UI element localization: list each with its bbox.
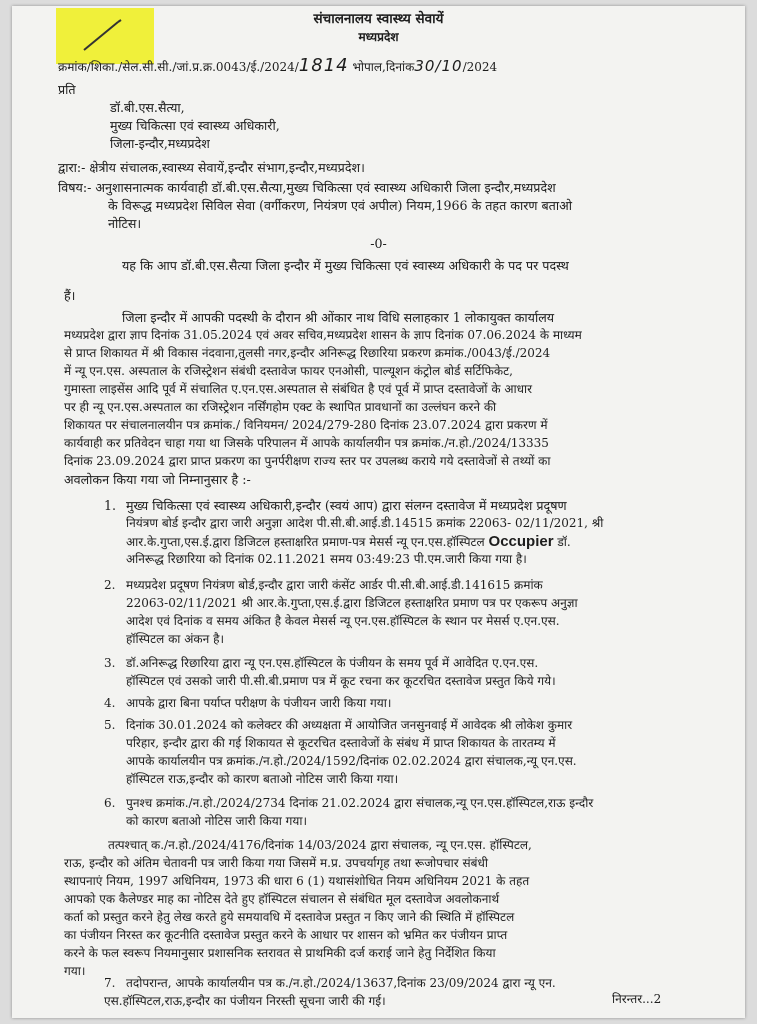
para1-line: कार्यवाही कर प्रतिवेदन चाहा गया था जिसके परिपालन में आपके कार्यालयीन पत्र क्रमांक./न.हो./2024/13335 (64, 436, 549, 450)
intro-line-2: हैं। (64, 288, 76, 303)
para1-line: गुमास्ता लाइसेंस आदि पूर्व में संचालित ए.एन.एस.अस्पताल से संबंधित है एवं पूर्व में प्राप्त दस्तावेजों के आधार (64, 382, 533, 396)
list-item-5: 5. दिनांक 30.01.2024 को कलेक्टर की अध्यक्षता में आयोजित जनसुनवाई में आवेदक श्री लोकेश कुमार (104, 718, 573, 732)
para1-line: मध्यप्रदेश द्वारा ज्ञाप दिनांक 31.05.2024 एवं अवर सचिव,मध्यप्रदेश शासन के ज्ञाप दिनांक 07.06.2024 के माध्यम (64, 328, 582, 342)
para2-line: करने के फल स्वरूप नियमानुसार प्रशासनिक स्तरावत से प्राथमिकी दर्ज कराई जाने हेतु निर्देशित किया (64, 946, 496, 960)
continued-marker: निरन्तर...2 (612, 992, 662, 1006)
para2-line: स्थापनाएं नियम, 1997 अधिनियम, 1973 की धारा 6 (1) यथासंशोधित नियम अधिनियम 2021 के तहत (64, 874, 530, 888)
list-item-1: 1. मुख्य चिकित्सा एवं स्वास्थ्य अधिकारी,इन्दौर (स्वयं आप) द्वारा संलग्न दस्तावेज में मध्यप्रदेश प्रदूषण (104, 498, 567, 513)
list-item-1-line: नियंत्रण बोर्ड इन्दौर द्वारा जारी अनुज्ञा आदेश पी.सी.बी.आई.डी.14515 क्रमांक 22063- 02/11/2021, श्री (126, 516, 604, 530)
document-page (12, 6, 745, 1018)
list-item-7-line: एस.हॉस्पिटल,राऊ,इन्दौर का पंजीयन निरस्ती सूचना जारी की गई। (104, 994, 386, 1008)
list-item-2: 2. मध्यप्रदेश प्रदूषण नियंत्रण बोर्ड,इन्दौर द्वारा जारी कंसेंट आर्डर पी.सी.बी.आई.डी.141615 क्रमांक (104, 578, 543, 592)
subject-line-2: के विरूद्ध मध्यप्रदेश सिविल सेवा (वर्गीकरण, नियंत्रण एवं अपील) नियम,1966 के तहत कारण बताओ (108, 198, 572, 213)
para2-line: आपको एक कैलेण्डर माह का नोटिस देते हुए हॉस्पिटल संचालन से संबंधित मूल दस्तावेज अवलोकनार्थ (64, 892, 500, 906)
intro-line-1: यह कि आप डॉ.बी.एस.सैत्या जिला इन्दौर में मुख्य चिकित्सा एवं स्वास्थ्य अधिकारी के पद पर पदस्थ (122, 258, 569, 273)
list-item-3: 3. डॉ.अनिरूद्ध रिछारिया द्वारा न्यू एन.एस.हॉस्पिटल के पंजीयन के समय पूर्व में आवेदित ए.एन.एस. (104, 656, 539, 670)
list-item-5-line: परिहार, इन्दौर द्वारा की गई शिकायत से कूटरचित दस्तावेजों के संबंध में प्राप्त शिकायत के तारतम्य में (126, 736, 556, 750)
para1-line: में न्यू एन.एस. अस्पताल के रजिस्ट्रेशन संबंधी दस्तावेज फायर एनओसी, पाल्यूशन कंट्रोल बोर्ड सर्टिफिकेट, (64, 364, 513, 378)
list-item-6: 6. पुनश्च क्रमांक./न.हो./2024/2734 दिनांक 21.02.2024 द्वारा संचालक,न्यू एन.एस.हॉस्पिटल,राऊ इन्दौर (104, 796, 594, 810)
list-item-5-line: हॉस्पिटल राऊ,इन्दौर को कारण बताओ नोटिस जारी किया गया। (126, 772, 399, 786)
state-name: मध्यप्रदेश (358, 30, 399, 44)
addressee-designation: मुख्य चिकित्सा एवं स्वास्थ्य अधिकारी, (110, 118, 280, 133)
list-item-7: 7. तदोपरान्त, आपके कार्यालयीन पत्र क./न.हो./2024/13637,दिनांक 23/09/2024 द्वारा न्यू एन. (104, 976, 556, 990)
handwritten-date: 30/10 (414, 57, 463, 75)
subject-line-1: विषय:- अनुशासनात्मक कार्यवाही डॉ.बी.एस.सैत्या,मुख्य चिकित्सा एवं स्वास्थ्य अधिकारी जिला इन्दौर,मध्यप्रदेश (58, 180, 556, 195)
para1-line: पर ही न्यू एन.एस.अस्पताल का रजिस्ट्रेशन नर्सिंगहोम एक्ट के स्थापित प्रावधानों का उल्लंघन करने की (64, 400, 497, 414)
occupier-text: Occupier (488, 533, 554, 550)
addressee-district: जिला-इन्दौर,मध्यप्रदेश (110, 136, 210, 151)
list-item-3-line: हॉस्पिटल एवं उसको जारी पी.सी.बी.प्रमाण पत्र में कूट रचना कर कूटरचित दस्तावेज प्रस्तुत किये गये। (126, 674, 556, 688)
list-item-5-line: आपके कार्यालयीन पत्र क्रमांक./न.हो./2024/1592/दिनांक 02.02.2024 द्वारा संचालक,न्यू एन.एस. (126, 754, 577, 768)
list-item-4: 4. आपके द्वारा बिना पर्याप्त परीक्षण के पंजीयन जारी किया गया। (104, 696, 392, 710)
para1-line: से प्राप्त शिकायत में श्री विकास नंदवाना,तुलसी नगर,इन्दौर अनिरूद्ध रिछारिया प्रकरण क्रमांक./0043/ई./2024 (64, 346, 551, 360)
para2-line: का पंजीयन निरस्त कर कूटनीति दस्तावेज प्रस्तुत करने के आधार पर शासन को भ्रमित कर पंजीयन प्राप्त (64, 928, 508, 942)
list-item-1-line: आर.के.गुप्ता,एस.ई.द्वारा डिजिटल हस्ताक्षरित प्रमाण-पत्र मेसर्स न्यू एन.एस.हॉस्पिटल Occupier डॉ. (126, 533, 571, 550)
reference-line (58, 55, 498, 76)
letter-year: /2024 (462, 60, 498, 74)
handwritten-dispatch-number: 1814 (298, 55, 349, 76)
para1-line: शिकायत पर संचालनालयीन पत्र क्रमांक./ विनियमन/ 2024/279-280 दिनांक 23.07.2024 द्वारा प्रकरण में (64, 418, 548, 432)
list-item-2-line: आदेश एवं दिनांक व समय अंकित है केवल मेसर्स न्यू एन.एस.हॉस्पिटल के स्थान पर मेसर्स ए.एन.एस. (126, 614, 560, 628)
subject-line-3: नोटिस। (108, 216, 142, 231)
addressee-name: डॉ.बी.एस.सैत्या, (110, 100, 185, 115)
prati-label: प्रति (58, 82, 76, 97)
list-item-2-line: हॉस्पिटल का अंकन है। (126, 632, 224, 646)
list-item-1-line: अनिरूद्ध रिछारिया को दिनांक 02.11.2021 समय 03:49:23 पी.एम.जारी किया गया है। (126, 552, 527, 566)
para2-line: राऊ, इन्दौर को अंतिम चेतावनी पत्र जारी किया गया जिसमें म.प्र. उपचर्यागृह तथा रूजोपचार संबंधी (64, 856, 488, 870)
para1-line: दिनांक 23.09.2024 द्वारा प्राप्त प्रकरण का पुनर्परीक्षण राज्य स्तर पर उपलब्ध कराये गये दस्तावेजों से तथ्यों का (64, 454, 551, 468)
place-date-label: भोपाल,दिनांक (352, 60, 415, 74)
divider: -0- (370, 236, 387, 251)
reference-number: क्रमांक/शिका./सेल.सी.सी./जां.प्र.क्र.0043/ई./2024/ (58, 60, 299, 74)
para2-line: गया। (64, 964, 86, 978)
via-line: द्वारा:- क्षेत्रीय संचालक,स्वास्थ्य सेवायें,इन्दौर संभाग,इन्दौर,मध्यप्रदेश। (58, 160, 365, 175)
dept-name: संचालनालय स्वास्थ्य सेवायें (313, 11, 444, 27)
para1-line: जिला इन्दौर में आपकी पदस्थी के दौरान श्री ओंकार नाथ विधि सलाहकार 1 लोकायुक्त कार्यालय (122, 310, 555, 325)
para1-line: अवलोकन किया गया जो निम्नानुसार है :- (64, 472, 251, 487)
para2-line: तत्पश्चात् क./न.हो./2024/4176/दिनांक 14/03/2024 द्वारा संचालक, न्यू एन.एस. हॉस्पिटल, (108, 838, 532, 852)
list-item-6-line: को कारण बताओ नोटिस जारी किया गया। (126, 814, 308, 828)
list-item-2-line: 22063-02/11/2021 श्री आर.के.गुप्ता,एस.ई.द्वारा डिजिटल हस्ताक्षरित प्रमाण पत्र पर एकरूप अनुज्ञा (126, 596, 578, 610)
para2-line: कर्ता को प्रस्तुत करने हेतु लेख करते हुये समयावधि में दस्तावेज प्रस्तुत न किए जाने की स्थिति में हॉस्पिटल (64, 910, 515, 924)
